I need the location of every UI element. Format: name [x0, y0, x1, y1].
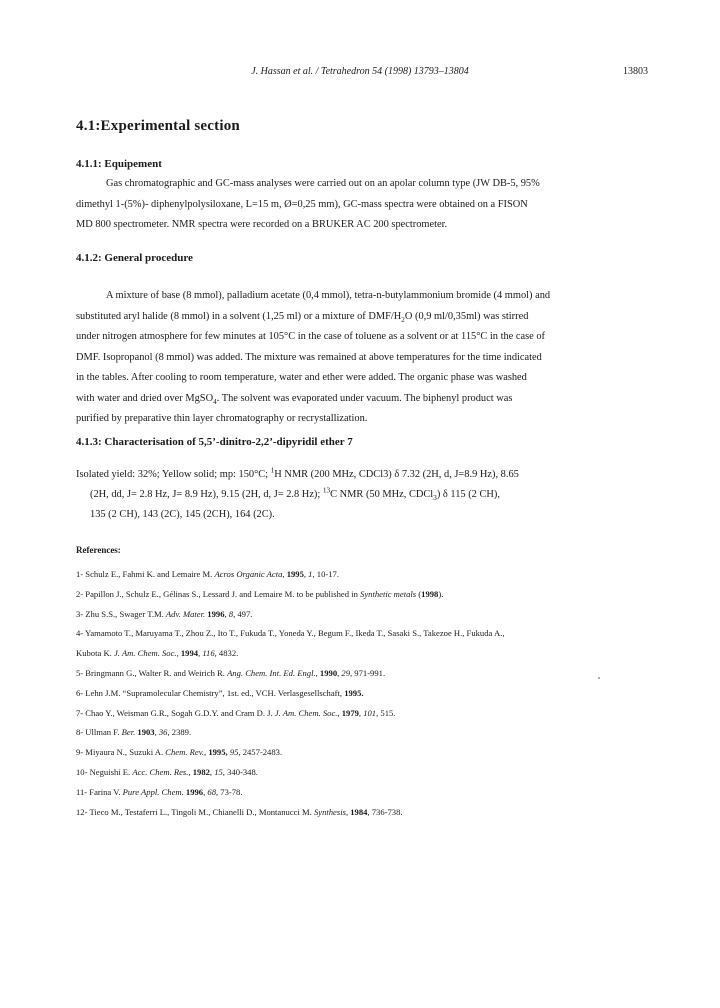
ref-text: , 2389.: [167, 727, 192, 738]
text-span: Isolated yield: 32%; Yellow solid; mp: 150°C;: [76, 469, 271, 480]
ref-text: ,: [315, 667, 320, 678]
ref-text: ,: [303, 569, 309, 579]
paragraph-equipment: [76, 174, 650, 236]
text-span: with water and dried over MgSO: [76, 392, 214, 404]
scan-speck: [598, 677, 600, 679]
ref-text: ,: [203, 786, 208, 797]
ref-journal: Acc. Chem. Res.: [132, 766, 189, 777]
reference-item: [76, 684, 636, 704]
ref-volume: 101: [363, 707, 377, 718]
ref-text: 5- Bringmann G., Walter R. and Weirich R.: [76, 667, 228, 678]
ref-volume: 68: [207, 786, 216, 797]
text-line: Gas chromatographic and GC-mass analyses were carried out on an apolar column type (JW DB-5, 95%: [106, 178, 540, 189]
ref-text: 9- Miyaura N., Suzuki A.: [76, 747, 166, 758]
ref-text: , 515.: [376, 707, 396, 718]
paragraph-characterisation: [76, 465, 650, 525]
ref-text: ,: [282, 569, 287, 579]
ref-year: 1982: [192, 766, 210, 777]
running-title: J. Hassan et al. / Tetrahedron 54 (1998) 13793–13804: [251, 66, 469, 77]
reference-item: [76, 803, 636, 823]
reference-item: [76, 763, 636, 783]
subscript: 2: [401, 315, 405, 324]
text-span: substituted aryl halide (8 mmol) in a solvent (1,25 ml) or a mixture of DMF/H: [76, 310, 402, 322]
ref-journal: Acros Organic Acta: [214, 569, 283, 579]
ref-text: , 971-991.: [350, 667, 386, 678]
text-span: C NMR (50 MHz, CDCl: [330, 489, 434, 500]
ref-year: 1984: [350, 806, 368, 817]
reference-item: [76, 664, 636, 684]
ref-text: 3- Zhu S.S., Swager T.M.: [76, 608, 166, 619]
ref-text: 6- Lehn J.M. “Supramolecular Chemistry”, 1st. ed., VCH. Verlasgesellschaft,: [76, 687, 345, 698]
ref-text: ,: [337, 667, 342, 678]
superscript: 13: [322, 486, 331, 495]
text-line: [76, 389, 650, 410]
text-line: [76, 465, 650, 485]
text-span: . The solvent was evaporated under vacuum. The biphenyl product was: [216, 392, 513, 404]
reference-item: [76, 585, 636, 605]
reference-item: [76, 743, 636, 763]
ref-year: 1990: [319, 667, 338, 678]
ref-text: 2- Papillon J., Schulz E., Gélinas S., Lessard J. and Lemaire M. to be published in: [76, 588, 361, 599]
text-line: DMF. Isopropanol (8 mmol) was added. The mixture was remained at above temperatures for the time indicated: [76, 351, 542, 363]
page-number: 13803: [623, 66, 648, 77]
ref-text: 1- Schulz E., Fahmi K. and Lemaire M.: [76, 569, 215, 579]
text-line: in the tables. After cooling to room temperature, water and ether were added. The organic phase was washed: [76, 372, 527, 383]
text-span: (2H, dd, J= 2.8 Hz, J= 8.9 Hz), 9.15 (2H, d, J= 2.8 Hz);: [90, 489, 323, 500]
ref-text: ,: [188, 766, 193, 777]
ref-text: ).: [438, 588, 444, 599]
text-line: MD 800 spectrometer. NMR spectra were recorded on a BRUKER AC 200 spectrometer.: [76, 219, 448, 230]
ref-journal: Ang. Chem. Int. Ed. Engl.: [227, 667, 316, 678]
text-line: under nitrogen atmosphere for few minutes at 105°C in the case of toluene as a solvent or at 115°C in the case of: [76, 331, 546, 342]
subsection-heading-characterisation: 4.1.3: Characterisation of 5,5’-dinitro-2,2’-dipyridil ether 7: [76, 436, 353, 448]
text-line: purified by preparative thin layer chromatography or recrystallization.: [76, 413, 368, 424]
ref-text: 8- Ullman F.: [76, 727, 122, 738]
ref-volume: 36: [158, 727, 168, 738]
ref-year: 1994: [180, 648, 199, 659]
ref-text: (: [416, 588, 422, 599]
ref-journal: J. Am. Chem. Soc.: [113, 648, 177, 659]
text-line: [76, 485, 650, 505]
ref-volume: 8: [228, 608, 234, 619]
ref-text: 4- Yamamoto T., Maruyama T., Zhou Z., Ito T., Fukuda T., Yoneda Y., Begum F., Ikeda T., Sasaki S., Takezoe H., Fukuda A.,: [76, 628, 505, 639]
section-title: 4.1:Experimental section: [76, 118, 240, 134]
ref-text: , 2457-2483.: [238, 747, 283, 758]
ref-text: ,: [345, 806, 351, 817]
ref-text: 10- Neguishi E.: [76, 766, 133, 777]
ref-year: 1995,: [208, 747, 228, 758]
ref-journal: J. Am. Chem. Soc.: [274, 707, 338, 718]
ref-text: ,: [337, 707, 342, 718]
ref-text: ,: [176, 648, 181, 659]
references-list: [76, 565, 636, 822]
subsection-heading-procedure: 4.1.2: General procedure: [76, 252, 193, 264]
ref-text: , 736-738.: [367, 806, 403, 817]
ref-year: 1996: [185, 786, 204, 797]
reference-item: [76, 783, 636, 803]
subscript: 4: [213, 397, 217, 406]
ref-text: , 497.: [233, 608, 253, 619]
text-line: [76, 307, 650, 328]
ref-volume: 1: [308, 569, 313, 579]
references-heading: References:: [76, 545, 121, 555]
ref-text: 7- Chao Y., Weisman G.R., Sogah G.D.Y. and Cram D. J.: [76, 707, 275, 718]
reference-item-continued: [76, 644, 636, 664]
subsection-heading-equipment: 4.1.1: Equipement: [76, 158, 162, 170]
ref-volume: 116: [202, 648, 215, 659]
subscript: 3: [433, 494, 437, 503]
ref-text: , 4832.: [214, 648, 239, 659]
ref-text: , 340-348.: [222, 766, 258, 777]
superscript: 1: [270, 466, 275, 475]
ref-text: , 10-17.: [312, 569, 339, 579]
ref-text: ,: [204, 747, 209, 758]
ref-journal: Synthetic metals: [360, 588, 417, 599]
ref-year: 1995: [286, 569, 304, 579]
ref-journal: Ber.: [121, 727, 136, 738]
ref-text: ,: [198, 648, 203, 659]
running-header: [0, 66, 720, 77]
ref-year: 1903: [137, 727, 155, 738]
ref-text: ,: [358, 707, 364, 718]
reference-item: [76, 605, 636, 625]
paragraph-procedure: [76, 286, 650, 430]
reference-item: [76, 624, 636, 644]
ref-journal: Adv. Mater.: [165, 608, 206, 619]
ref-volume: 95: [229, 747, 239, 758]
ref-journal: Synthesis: [313, 806, 346, 817]
ref-text: ,: [224, 608, 229, 619]
reference-item: [76, 704, 636, 724]
text-line: 135 (2 CH), 143 (2C), 145 (2CH), 164 (2C).: [90, 509, 275, 520]
ref-text: ,: [209, 766, 215, 777]
ref-journal: Pure Appl. Chem.: [122, 786, 184, 797]
text-span: ) δ 115 (2 CH),: [436, 489, 500, 500]
ref-journal: Chem. Rev.: [165, 747, 205, 758]
ref-text: 12- Tieco M., Testaferri L., Tingoli M., Chianelli D., Montanucci M.: [76, 806, 314, 817]
ref-volume: 15: [214, 766, 223, 777]
reference-item: [76, 723, 636, 743]
ref-text: ,: [154, 727, 159, 738]
ref-text: Kubota K.: [76, 648, 114, 659]
ref-year: 1998: [421, 588, 439, 599]
ref-text: , 73-78.: [215, 786, 243, 797]
text-line: dimethyl 1-(5%)- diphenylpolysiloxane, L=15 m, Ø=0,25 mm), GC-mass spectra were obtained on a FISON: [76, 198, 528, 210]
ref-volume: 29: [341, 667, 350, 678]
reference-item: [76, 565, 636, 585]
ref-year: 1995.: [344, 687, 364, 698]
ref-year: 1996: [207, 608, 225, 619]
ref-text: 11- Farina V.: [76, 786, 123, 797]
text-span: O (0,9 ml/0,35ml) was stirred: [404, 310, 529, 322]
text-line: A mixture of base (8 mmol), palladium acetate (0,4 mmol), tetra-n-butylammonium bromide (4 mmol) and: [106, 290, 551, 301]
text-span: H NMR (200 MHz, CDCl3) δ 7.32 (2H, d, J=8.9 Hz), 8.65: [274, 469, 519, 480]
ref-year: 1979: [341, 707, 359, 718]
